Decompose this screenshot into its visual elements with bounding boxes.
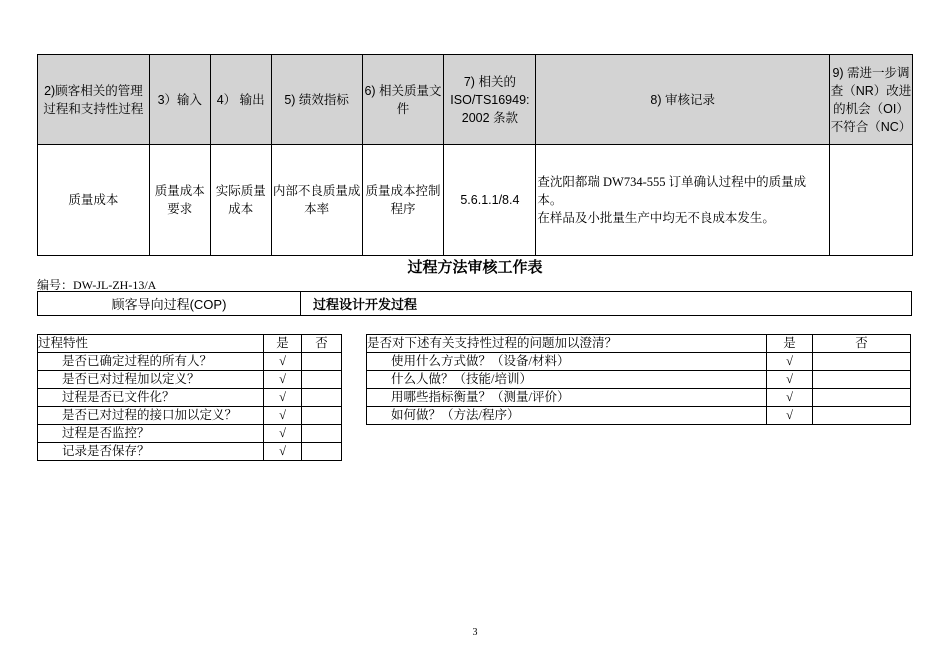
doc-number: 编号：DW-JL-ZH-13/A [37, 278, 157, 292]
cop-label: 顾客导向过程(COP) [38, 292, 301, 316]
support-header-row [367, 335, 911, 353]
header-clause: 7) 相关的 ISO/TS16949: 2002 条款 [444, 55, 536, 145]
table-row [367, 389, 911, 407]
check-no [813, 407, 911, 425]
support-questions-table [366, 334, 911, 425]
support-header: 是否对下述有关支持性过程的问题加以澄清？ [367, 335, 767, 353]
page-number: 3 [472, 627, 478, 638]
check-yes: √ [264, 425, 302, 443]
cell-process: 质量成本 [38, 145, 150, 256]
audit-data-row [38, 145, 913, 256]
support-yes-header: 是 [767, 335, 813, 353]
table-row [367, 353, 911, 371]
props-question: 过程是否已文件化？ [38, 389, 264, 407]
check-yes: √ [264, 443, 302, 461]
table-row [38, 407, 342, 425]
check-yes: √ [264, 353, 302, 371]
process-properties-table [37, 334, 342, 461]
header-output: 4） 输出 [210, 55, 271, 145]
props-header: 过程特性 [38, 335, 264, 353]
check-no [813, 371, 911, 389]
check-no [302, 353, 342, 371]
props-question: 是否已对过程的接口加以定义？ [38, 407, 264, 425]
check-yes: √ [767, 371, 813, 389]
props-question: 过程是否监控？ [38, 425, 264, 443]
props-question: 记录是否保存？ [38, 443, 264, 461]
header-process: 2)顾客相关的管理过程和支持性过程 [38, 55, 150, 145]
check-no [302, 425, 342, 443]
check-no [302, 407, 342, 425]
audit-header-row [38, 55, 913, 145]
header-finding: 9) 需进一步调查（NR）改进的机会（OI）不符合（NC） [829, 55, 912, 145]
check-yes: √ [767, 353, 813, 371]
table-row [38, 425, 342, 443]
check-no [302, 371, 342, 389]
cell-record [536, 145, 830, 256]
check-no [813, 353, 911, 371]
cell-document: 质量成本控制程序 [362, 145, 444, 256]
table-row [38, 389, 342, 407]
cop-value: 过程设计开发过程 [301, 292, 912, 316]
support-no-header: 否 [813, 335, 911, 353]
header-kpi: 5) 绩效指标 [271, 55, 362, 145]
support-question: 什么人做？（技能/培训） [367, 371, 767, 389]
check-yes: √ [264, 389, 302, 407]
support-question: 如何做？（方法/程序） [367, 407, 767, 425]
check-no [302, 443, 342, 461]
check-no [302, 389, 342, 407]
props-question: 是否已对过程加以定义？ [38, 371, 264, 389]
check-no [813, 389, 911, 407]
cop-table [37, 291, 912, 316]
table-row [367, 371, 911, 389]
support-question: 使用什么方式做？（设备/材料） [367, 353, 767, 371]
cell-output: 实际质量成本 [210, 145, 271, 256]
props-header-row [38, 335, 342, 353]
check-yes: √ [264, 371, 302, 389]
check-yes: √ [264, 407, 302, 425]
cell-kpi: 内部不良质量成本率 [271, 145, 362, 256]
props-question: 是否已确定过程的所有人？ [38, 353, 264, 371]
props-yes-header: 是 [264, 335, 302, 353]
table-row [367, 407, 911, 425]
table-row [38, 443, 342, 461]
check-yes: √ [767, 389, 813, 407]
props-no-header: 否 [302, 335, 342, 353]
check-yes: √ [767, 407, 813, 425]
header-input: 3）输入 [149, 55, 210, 145]
header-record: 8) 审核记录 [536, 55, 830, 145]
cell-input: 质量成本要求 [149, 145, 210, 256]
support-question: 用哪些指标衡量？（测量/评价） [367, 389, 767, 407]
cell-clause: 5.6.1.1/8.4 [444, 145, 536, 256]
cell-finding [829, 145, 912, 256]
page-title: 过程方法审核工作表 [407, 259, 543, 276]
header-document: 6) 相关质量文件 [362, 55, 444, 145]
record-line-2: 在样品及小批量生产中均无不良成本发生。 [537, 211, 775, 225]
table-row [38, 353, 342, 371]
audit-table [37, 54, 913, 256]
table-row [38, 371, 342, 389]
record-line-1: 查沈阳都瑞 DW734-555 订单确认过程中的质量成本。 [537, 175, 807, 207]
